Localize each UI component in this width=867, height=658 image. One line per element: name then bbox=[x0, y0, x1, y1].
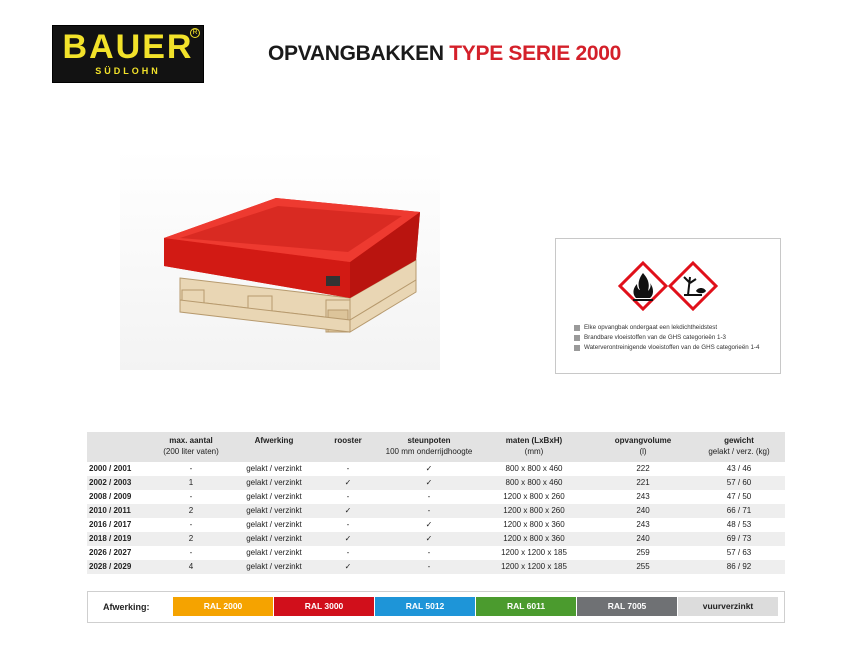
col-header-type bbox=[87, 432, 147, 462]
logo-subtitle: SÜDLOHN bbox=[95, 66, 161, 76]
cell-grid: ✓ bbox=[313, 504, 383, 518]
cell-grid: ✓ bbox=[313, 476, 383, 490]
swatch-ral-5012: RAL 5012 bbox=[375, 597, 475, 616]
cell-weight: 69 / 73 bbox=[693, 532, 785, 546]
cell-grid: ✓ bbox=[313, 560, 383, 574]
cell-dimensions: 1200 x 800 x 260 bbox=[475, 490, 593, 504]
flammable-icon bbox=[620, 263, 666, 309]
cell-max-drums: 1 bbox=[147, 476, 235, 490]
cell-volume: 259 bbox=[593, 546, 693, 560]
cell-finish: gelakt / verzinkt bbox=[235, 546, 313, 560]
cell-dimensions: 1200 x 800 x 360 bbox=[475, 532, 593, 546]
cell-max-drums: - bbox=[147, 462, 235, 476]
logo-wordmark: BAUER bbox=[62, 28, 194, 66]
table-row bbox=[87, 490, 785, 504]
table-row bbox=[87, 546, 785, 560]
table-header-row bbox=[87, 432, 785, 462]
cell-volume: 221 bbox=[593, 476, 693, 490]
cell-dimensions: 1200 x 1200 x 185 bbox=[475, 560, 593, 574]
cell-legs: - bbox=[383, 490, 475, 504]
col-header-volume: opvangvolume (l) bbox=[614, 436, 672, 456]
swatch-galvanized: vuurverzinkt bbox=[678, 597, 778, 616]
hazard-info-box bbox=[555, 238, 781, 374]
registered-mark: R bbox=[190, 28, 200, 38]
cell-grid: ✓ bbox=[313, 532, 383, 546]
table-row bbox=[87, 532, 785, 546]
cell-dimensions: 1200 x 800 x 360 bbox=[475, 518, 593, 532]
cell-max-drums: - bbox=[147, 490, 235, 504]
cell-dimensions: 1200 x 800 x 260 bbox=[475, 504, 593, 518]
cell-max-drums: 2 bbox=[147, 532, 235, 546]
cell-finish: gelakt / verzinkt bbox=[235, 476, 313, 490]
spec-table bbox=[87, 432, 785, 574]
cell-finish: gelakt / verzinkt bbox=[235, 462, 313, 476]
title-part-1: OPVANGBAKKEN bbox=[268, 42, 444, 65]
col-header-dimensions: maten (LxBxH) (mm) bbox=[505, 436, 563, 456]
cell-grid: - bbox=[313, 518, 383, 532]
table-row bbox=[87, 560, 785, 574]
ghs-pictograms bbox=[618, 261, 718, 311]
cell-weight: 47 / 50 bbox=[693, 490, 785, 504]
environment-hazard-icon bbox=[670, 263, 716, 309]
cell-volume: 243 bbox=[593, 518, 693, 532]
swatch-ral-6011: RAL 6011 bbox=[476, 597, 576, 616]
page-title bbox=[268, 42, 621, 66]
table-row bbox=[87, 518, 785, 532]
cell-finish: gelakt / verzinkt bbox=[235, 518, 313, 532]
cell-weight: 66 / 71 bbox=[693, 504, 785, 518]
col-header-grid: rooster bbox=[334, 436, 362, 445]
bullet-icon bbox=[574, 345, 580, 351]
cell-finish: gelakt / verzinkt bbox=[235, 532, 313, 546]
swatch-ral-7005: RAL 7005 bbox=[577, 597, 677, 616]
hazard-note: Brandbare vloeistoffen van de GHS categorieën 1-3 bbox=[574, 333, 759, 343]
cell-dimensions: 800 x 800 x 460 bbox=[475, 476, 593, 490]
cell-type: 2016 / 2017 bbox=[87, 518, 147, 532]
cell-legs: - bbox=[383, 504, 475, 518]
finish-color-bar bbox=[87, 591, 785, 623]
cell-type: 2010 / 2011 bbox=[87, 504, 147, 518]
cell-type: 2026 / 2027 bbox=[87, 546, 147, 560]
cell-volume: 255 bbox=[593, 560, 693, 574]
col-header-weight: gewicht gelakt / verz. (kg) bbox=[708, 436, 770, 456]
cell-finish: gelakt / verzinkt bbox=[235, 504, 313, 518]
col-header-legs: steunpoten 100 mm onderrijdhoogte bbox=[385, 436, 473, 456]
cell-weight: 86 / 92 bbox=[693, 560, 785, 574]
finish-label: Afwerking: bbox=[103, 602, 150, 612]
cell-max-drums: 2 bbox=[147, 504, 235, 518]
hazard-notes bbox=[574, 323, 759, 353]
cell-legs: - bbox=[383, 546, 475, 560]
bauer-logo bbox=[52, 25, 204, 83]
cell-type: 2018 / 2019 bbox=[87, 532, 147, 546]
table-row bbox=[87, 462, 785, 476]
cell-grid: - bbox=[313, 462, 383, 476]
cell-type: 2028 / 2029 bbox=[87, 560, 147, 574]
title-part-2: TYPE SERIE 2000 bbox=[449, 42, 622, 65]
cell-weight: 48 / 53 bbox=[693, 518, 785, 532]
cell-legs: ✓ bbox=[383, 532, 475, 546]
cell-finish: gelakt / verzinkt bbox=[235, 560, 313, 574]
cell-max-drums: - bbox=[147, 546, 235, 560]
cell-volume: 243 bbox=[593, 490, 693, 504]
cell-weight: 57 / 63 bbox=[693, 546, 785, 560]
table-row bbox=[87, 504, 785, 518]
bullet-icon bbox=[574, 335, 580, 341]
swatch-ral-2000: RAL 2000 bbox=[173, 597, 273, 616]
cell-legs: - bbox=[383, 560, 475, 574]
hazard-note: Waterverontreinigende vloeistoffen van de GHS categorieën 1-4 bbox=[574, 343, 759, 353]
cell-legs: ✓ bbox=[383, 518, 475, 532]
cell-weight: 57 / 60 bbox=[693, 476, 785, 490]
cell-volume: 240 bbox=[593, 532, 693, 546]
cell-type: 2000 / 2001 bbox=[87, 462, 147, 476]
cell-grid: - bbox=[313, 546, 383, 560]
cell-finish: gelakt / verzinkt bbox=[235, 490, 313, 504]
cell-type: 2002 / 2003 bbox=[87, 476, 147, 490]
cell-volume: 222 bbox=[593, 462, 693, 476]
cell-legs: ✓ bbox=[383, 476, 475, 490]
cell-weight: 43 / 46 bbox=[693, 462, 785, 476]
table-row bbox=[87, 476, 785, 490]
bullet-icon bbox=[574, 325, 580, 331]
cell-max-drums: - bbox=[147, 518, 235, 532]
product-image bbox=[120, 150, 440, 370]
cell-grid: - bbox=[313, 490, 383, 504]
col-header-max-drums: max. aantal (200 liter vaten) bbox=[163, 436, 219, 456]
hazard-note: Elke opvangbak ondergaat een lekdichtheidstest bbox=[574, 323, 759, 333]
cell-type: 2008 / 2009 bbox=[87, 490, 147, 504]
cell-dimensions: 1200 x 1200 x 185 bbox=[475, 546, 593, 560]
swatch-ral-3000: RAL 3000 bbox=[274, 597, 374, 616]
cell-dimensions: 800 x 800 x 460 bbox=[475, 462, 593, 476]
cell-max-drums: 4 bbox=[147, 560, 235, 574]
cell-legs: ✓ bbox=[383, 462, 475, 476]
col-header-finish: Afwerking bbox=[254, 436, 294, 445]
cell-volume: 240 bbox=[593, 504, 693, 518]
